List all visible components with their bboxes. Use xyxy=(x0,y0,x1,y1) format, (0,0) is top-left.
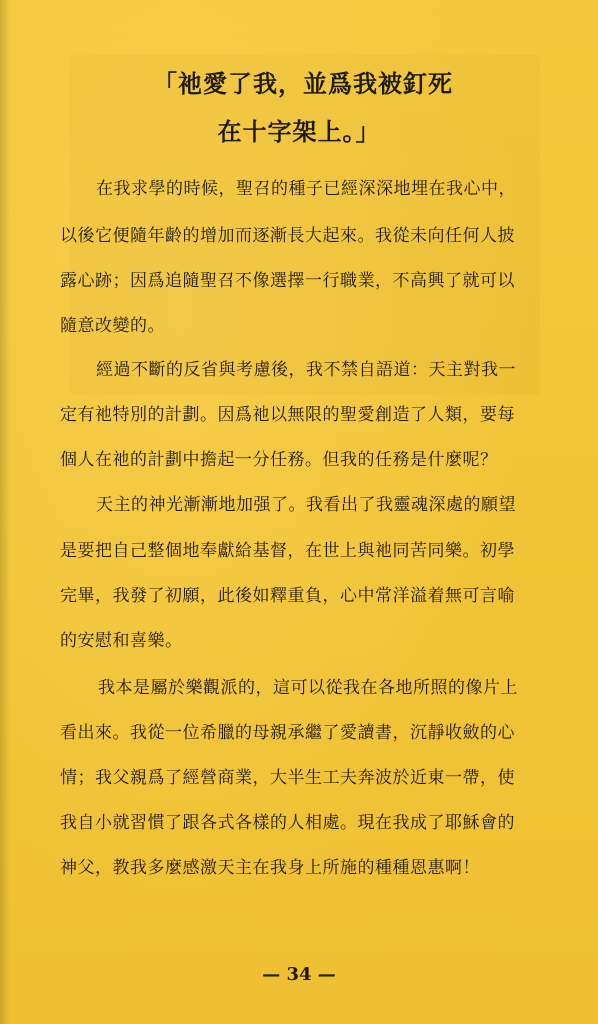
paragraph-4-line-5: 神父，教我多麼感激天主在我身上所施的種種恩惠啊！ xyxy=(60,858,480,878)
paragraph-3-line-2: 是要把自己整個地奉獻給基督，在世上與祂同苦同樂。初學 xyxy=(60,541,515,561)
page-number: — 34 — xyxy=(262,964,336,985)
paragraph-2-line-2: 定有祂特別的計劃。因爲祂以無限的聖愛創造了人類，要每 xyxy=(60,405,515,425)
title-line-1: 「祂愛了我，並爲我被釘死 xyxy=(153,69,453,98)
paragraph-4-line-2: 看出來。我從一位希臘的母親承繼了愛讀書，沉靜收斂的心 xyxy=(60,723,515,743)
paragraph-4-line-1: 我本是屬於樂觀派的，這可以從我在各地所照的像片上 xyxy=(98,678,518,698)
paragraph-3-line-1: 天主的神光漸漸地加强了。我看出了我靈魂深處的願望 xyxy=(96,495,516,515)
paragraph-2-line-1: 經過不斷的反省與考慮後，我不禁自語道：天主對我一 xyxy=(96,360,516,380)
paragraph-1-line-1: 在我求學的時候，聖召的種子已經深深地埋在我心中， xyxy=(96,179,516,199)
paragraph-4-line-3: 情；我父親爲了經營商業，大半生工夫奔波於近東一帶，使 xyxy=(60,768,515,788)
paragraph-1-line-2: 以後它便隨年齡的增加而逐漸長大起來。我從未向任何人披 xyxy=(60,226,515,246)
page-edge-shadow xyxy=(0,0,10,1024)
paragraph-4-line-4: 我自小就習慣了跟各式各樣的人相處。現在我成了耶穌會的 xyxy=(60,813,515,833)
title-line-2: 在十字架上。」 xyxy=(217,117,381,146)
paragraph-1-line-3: 露心跡；因爲追隨聖召不像選擇一行職業，不高興了就可以 xyxy=(60,271,515,291)
paragraph-3-line-4: 的安慰和喜樂。 xyxy=(60,631,183,651)
paragraph-2-line-3: 個人在祂的計劃中擔起一分任務。但我的任務是什麼呢？ xyxy=(60,450,498,470)
paragraph-1-line-4: 隨意改變的。 xyxy=(60,316,165,336)
paragraph-3-line-3: 完畢，我發了初願，此後如釋重負，心中常洋溢着無可言喻 xyxy=(60,586,515,606)
